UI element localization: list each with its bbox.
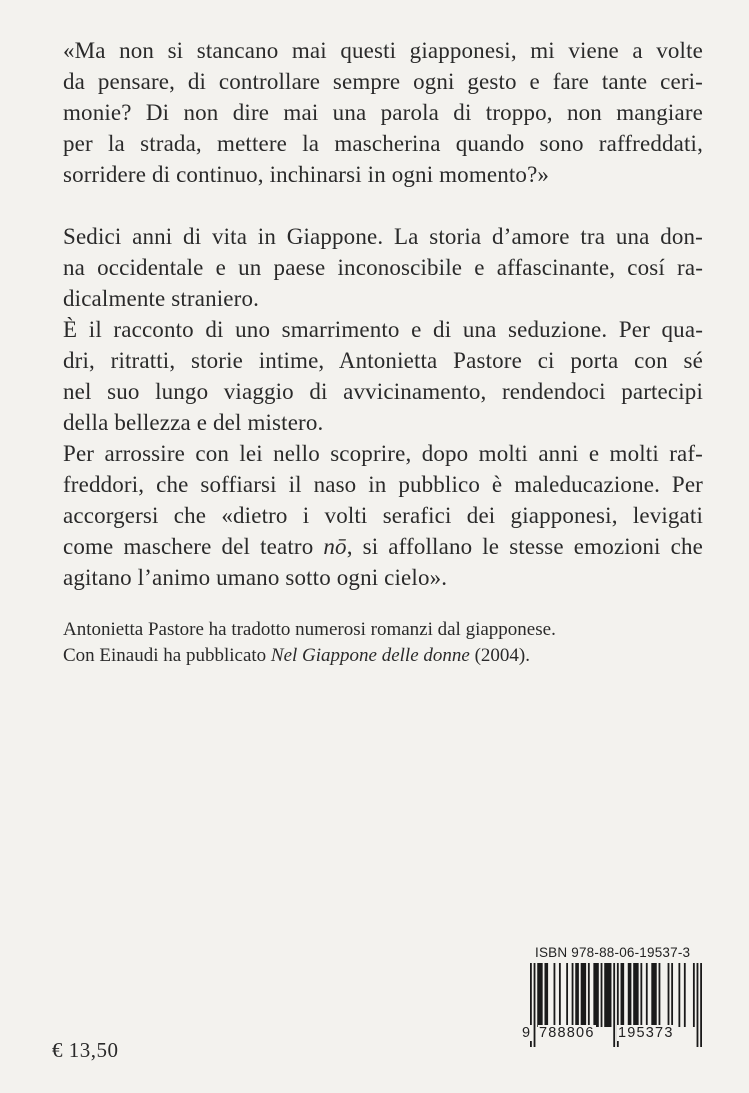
paragraph-line: della bellezza e del mistero.: [63, 410, 324, 435]
barcode-digit-first: 9: [522, 1025, 532, 1041]
author-note: [63, 617, 703, 669]
barcode-bar: [617, 963, 619, 1047]
barcode-bar: [693, 963, 695, 1027]
book-title: Nel Giappone delle donne: [270, 645, 470, 666]
barcode-bar: [604, 963, 611, 1027]
line-text: come maschere del teatro: [63, 534, 324, 559]
price: € 13,50: [52, 1038, 119, 1062]
barcode-bar: [544, 963, 548, 1027]
paragraph-line: agitano l’animo umano sotto ogni cielo».: [63, 565, 448, 590]
barcode-bar: [554, 963, 556, 1027]
author-note-line: Antonietta Pastore ha tradotto numerosi romanzi dal giapponese.: [63, 619, 556, 640]
barcode: [530, 963, 702, 1047]
barcode-bar: [651, 963, 656, 1027]
line-text: Con Einaudi ha pubblicato: [63, 645, 271, 666]
barcode-bar: [601, 963, 603, 1027]
line-text: (2004).: [469, 645, 530, 666]
paragraph-line: [63, 531, 703, 562]
paragraph-line: dicalmente straniero.: [63, 286, 260, 311]
paragraph-blush: [63, 438, 703, 593]
barcode-bar: [537, 963, 542, 1027]
paragraph-line: dri, ritratti, storie intime, Antonietta Pastore ci porta con sé: [63, 348, 703, 373]
italic-word: nō: [323, 534, 347, 559]
paragraph-line: Sedici anni di vita in Giappone. La storia d’amore tra una don-: [63, 224, 703, 249]
barcode-bar: [684, 963, 686, 1027]
quote-line: monie? Di non dire mai una parola di troppo, non mangiare: [63, 100, 703, 125]
paragraph-line: freddori, che soffiarsi il naso in pubblico è maleducazione. Per: [63, 472, 703, 497]
barcode-bar: [534, 963, 536, 1047]
paragraph-line: È il racconto di uno smarrimento e di una seduzione. Per qua-: [63, 317, 703, 342]
paragraph-line: accorgersi che «dietro i volti serafici dei giapponesi, levigati: [63, 503, 703, 528]
barcode-bar: [572, 963, 574, 1027]
barcode-bar: [566, 963, 568, 1027]
barcode-bar: [700, 963, 702, 1047]
barcode-bar: [588, 963, 590, 1027]
line-text: , si affollano le stesse emozioni che: [346, 534, 703, 559]
paragraph-line: nel suo lungo viaggio di avvicinamento, rendendoci partecipi: [63, 379, 703, 404]
quote-line: sorridere di continuo, inchinarsi in ogni momento?»: [63, 162, 550, 187]
quote-line: per la strada, mettere la mascherina quando sono raffreddati,: [63, 131, 703, 156]
quote-line: «Ma non si stancano mai questi giapponesi, mi viene a volte: [63, 38, 703, 63]
blurb-text: [63, 35, 703, 593]
barcode-bar: [530, 963, 532, 1047]
barcode-bar: [640, 963, 642, 1027]
barcode-bar: [628, 963, 632, 1027]
barcode-bar: [671, 963, 673, 1027]
paragraph-intro: [63, 221, 703, 314]
barcode-bar: [559, 963, 561, 1027]
quote-line: da pensare, di controllare sempre ogni gesto e fare tante ceri-: [63, 69, 703, 94]
isbn-label: ISBN 978-88-06-19537-3: [535, 945, 691, 960]
author-note-line: [63, 643, 703, 669]
paragraph-line: na occidentale e un paese inconoscibile e affascinante, cosí ra-: [63, 255, 703, 280]
barcode-bar: [659, 963, 661, 1027]
opening-quote: [63, 35, 703, 190]
barcode-bar: [697, 963, 699, 1047]
paragraph-line: Per arrossire con lei nello scoprire, dopo molti anni e molti raf-: [63, 441, 703, 466]
barcode-digit-group: 195373: [618, 1025, 674, 1041]
barcode-bar: [613, 963, 615, 1047]
barcode-bar: [678, 963, 680, 1027]
barcode-digit-group: 788806: [539, 1025, 595, 1041]
barcode-bar: [593, 963, 598, 1027]
barcode-bar: [633, 963, 638, 1027]
barcode-bar: [668, 963, 670, 1027]
paragraph-story: [63, 314, 703, 438]
barcode-bar: [575, 963, 579, 1027]
barcode-bar: [646, 963, 648, 1027]
barcode-bar: [581, 963, 586, 1027]
barcode-bar: [621, 963, 625, 1027]
